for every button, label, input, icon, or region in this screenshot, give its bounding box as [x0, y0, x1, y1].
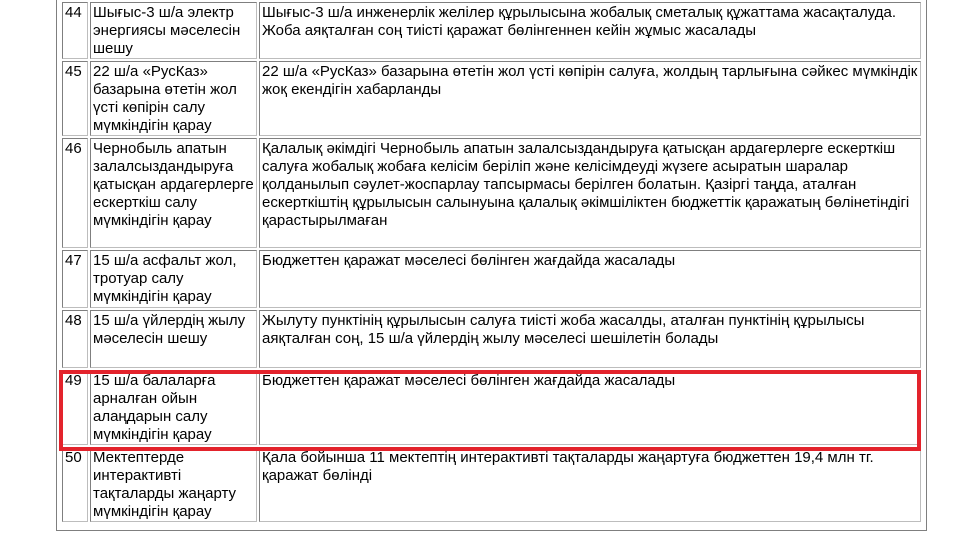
document-table: [60, 0, 923, 524]
issue-resolution: Бюджеттен қаражат мәселесі бөлінген жағдайда жасалады: [259, 370, 921, 445]
table-row: [62, 250, 921, 308]
issue-title: 22 ш/а «РусКаз» базарына өтетін жол үсті көпірін салу мүмкіндігін қарау: [90, 61, 257, 136]
table-row: [62, 2, 921, 59]
issue-title: Мектептерде интерактивті тақталарды жаңарту мүмкіндігін қарау: [90, 447, 257, 522]
issue-resolution: Қала бойынша 11 мектептің интерактивті тақталарды жаңартуға бюджеттен 19,4 млн тг. қаражат бөлінді: [259, 447, 921, 522]
issue-title: Шығыс-3 ш/а электр энергиясы мәселесін шешу: [90, 2, 257, 59]
row-number: 49: [62, 370, 88, 445]
issue-title: 15 ш/а асфальт жол, тротуар салу мүмкіндігін қарау: [90, 250, 257, 308]
row-number: 46: [62, 138, 88, 248]
issue-resolution: Бюджеттен қаражат мәселесі бөлінген жағдайда жасалады: [259, 250, 921, 308]
issue-title: 15 ш/а үйлердің жылу мәселесін шешу: [90, 310, 257, 368]
row-number: 45: [62, 61, 88, 136]
table-row: [62, 61, 921, 136]
table-row: [62, 138, 921, 248]
issue-title: 15 ш/а балаларға арналған ойын алаңдарын салу мүмкіндігін қарау: [90, 370, 257, 445]
issue-title: Чернобыль апатын залалсыздандыруға қатысқан ардагерлерге ескерткіш салу мүмкіндігін қарау: [90, 138, 257, 248]
row-number: 50: [62, 447, 88, 522]
issue-resolution: Шығыс-3 ш/а инженерлік желілер құрылысына жобалық сметалық құжаттама жасақталуда. Жоба аяқталған соң тиісті қаражат бөлінгеннен кейін жұмыс жасалады: [259, 2, 921, 59]
row-number: 48: [62, 310, 88, 368]
table-row: [62, 447, 921, 522]
issue-resolution: 22 ш/а «РусКаз» базарына өтетін жол үсті көпірін салуға, жолдың тарлығына сәйкес мүмкіндік жоқ екендігін хабарланды: [259, 61, 921, 136]
row-number: 47: [62, 250, 88, 308]
table-row: [62, 370, 921, 445]
table-row: [62, 310, 921, 368]
issue-resolution: Қалалық әкімдігі Чернобыль апатын залалсыздандыруға қатысқан ардагерлерге ескерткіш салуға жобалық жобаға келісім беріліп және келісімдеуді жүзеге асыратын шаралар қолданылып сәулет-жоспарлау тапсырмасы берілген болатын. Қазіргі таңда, аталған ескерткіштің құрылысын салынуына қалалық әкімшіліктен бюджеттік қаражатың бөлінетіндігі қарастырылмаған: [259, 138, 921, 248]
issue-resolution: Жылуту пунктінің құрылысын салуға тиісті жоба жасалды, аталған пунктінің құрылысы аяқталған соң, 15 ш/а үйлердің жылу мәселесі шешілетін болады: [259, 310, 921, 368]
row-number: 44: [62, 2, 88, 59]
